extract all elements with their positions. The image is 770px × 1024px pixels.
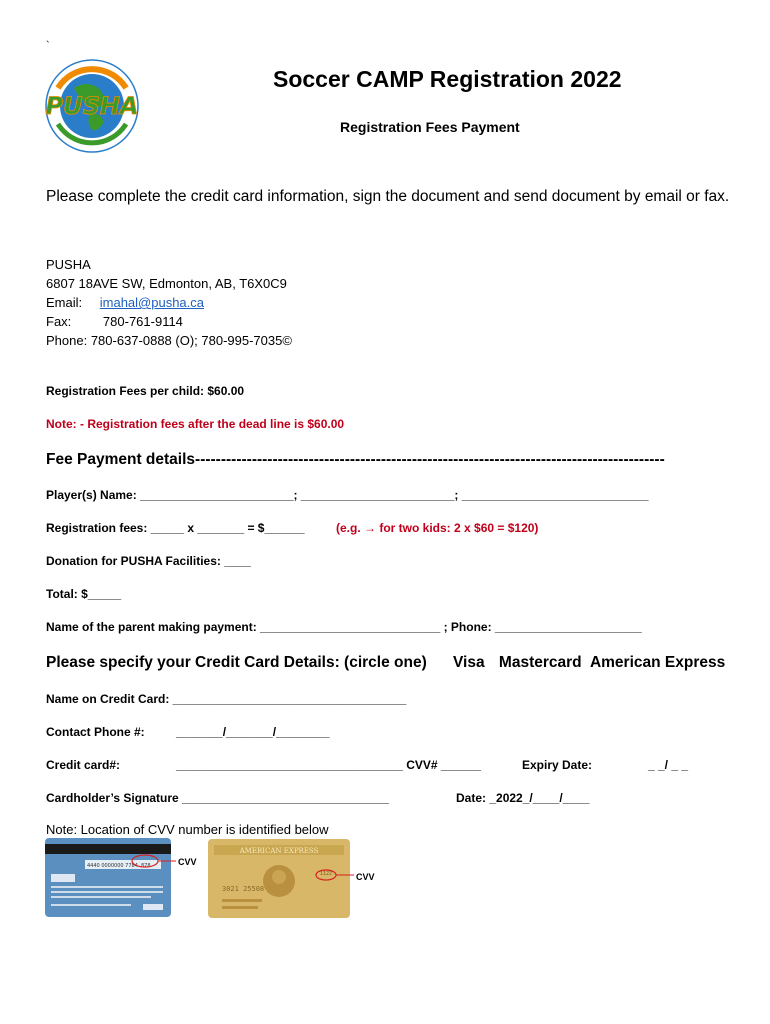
pusha-logo (44, 58, 140, 154)
signature-field[interactable]: Cardholder’s Signature _______________________________ (46, 791, 389, 805)
intro-paragraph: Please complete the credit card information, sign the document and send document by email or fax. (46, 188, 730, 205)
name-on-card-field[interactable]: Name on Credit Card: ___________________________________ (46, 692, 407, 706)
card-back-cvv-digits: 878 (141, 863, 151, 869)
card-back-image (45, 838, 171, 917)
expiry-label: Expiry Date: (522, 758, 593, 772)
card-option-mastercard[interactable]: Mastercard (498, 654, 582, 671)
org-fax-line (46, 314, 183, 329)
card-option-visa[interactable]: Visa (453, 654, 485, 671)
donation-field[interactable]: Donation for PUSHA Facilities: ____ (46, 554, 251, 568)
amex-brand: AMERICAN EXPRESS (239, 847, 319, 855)
card-number-label: Credit card#: (46, 758, 121, 772)
players-name-field[interactable]: Player(s) Name: _______________________; _______________________; ____________________________ (46, 488, 649, 502)
late-fee-note: Note: - Registration fees after the dead line is $60.00 (46, 417, 345, 431)
org-name: PUSHA (46, 257, 91, 272)
amex-cvv-digits: 1122 (320, 871, 333, 877)
fee-payment-heading: Fee Payment details------------------------------------------------------------------------------------------- (46, 451, 665, 468)
registration-fees-field[interactable]: Registration fees: _____ x _______ = $______ (46, 521, 305, 535)
org-phone: Phone: 780-637-0888 (O); 780-995-7035© (46, 333, 292, 348)
stray-mark: ` (46, 40, 50, 52)
fax-number: 780-761-9114 (102, 314, 183, 329)
cvv-location-note: Note: Location of CVV number is identified below (46, 822, 329, 837)
contact-phone-field[interactable]: _______/_______/________ (176, 725, 330, 739)
amex-cvv-marker (314, 866, 354, 884)
logo-wordmark: PUSHA (45, 92, 139, 120)
amex-number: 3021 25508 (222, 885, 265, 893)
page-subtitle: Registration Fees Payment (340, 119, 520, 135)
expiry-field[interactable]: _ _/ _ _ (648, 758, 689, 772)
email-label: Email: (46, 295, 83, 310)
org-email-line (46, 295, 204, 310)
card-number-cvv-field[interactable]: __________________________________ CVV# ______ (176, 758, 481, 772)
contact-phone-label: Contact Phone #: (46, 725, 145, 739)
card-back-number: 4440 0000000 7784 (87, 863, 138, 869)
card-type-options (453, 654, 725, 672)
fees-per-child: Registration Fees per child: $60.00 (46, 384, 245, 398)
amex-cvv-label: CVV (356, 872, 375, 882)
parent-name-phone-field[interactable]: Name of the parent making payment: ___________________________ ; Phone: ______________________ (46, 620, 642, 634)
page-title: Soccer CAMP Registration 2022 (273, 66, 622, 92)
registration-fees-example: (e.g. → for two kids: 2 x $60 = $120) (336, 521, 539, 535)
card-option-amex[interactable]: American Express (589, 654, 726, 671)
card-back-cvv-label: CVV (178, 857, 197, 867)
email-link[interactable]: imahal@pusha.ca (99, 295, 205, 310)
credit-card-heading: Please specify your Credit Card Details: (circle one) (46, 654, 427, 671)
total-field[interactable]: Total: $_____ (46, 587, 122, 601)
fax-label: Fax: (46, 314, 72, 329)
org-street: 6807 18AVE SW, Edmonton, AB, T6X0C9 (46, 276, 287, 291)
date-field[interactable]: Date: _2022_/____/____ (456, 791, 590, 805)
